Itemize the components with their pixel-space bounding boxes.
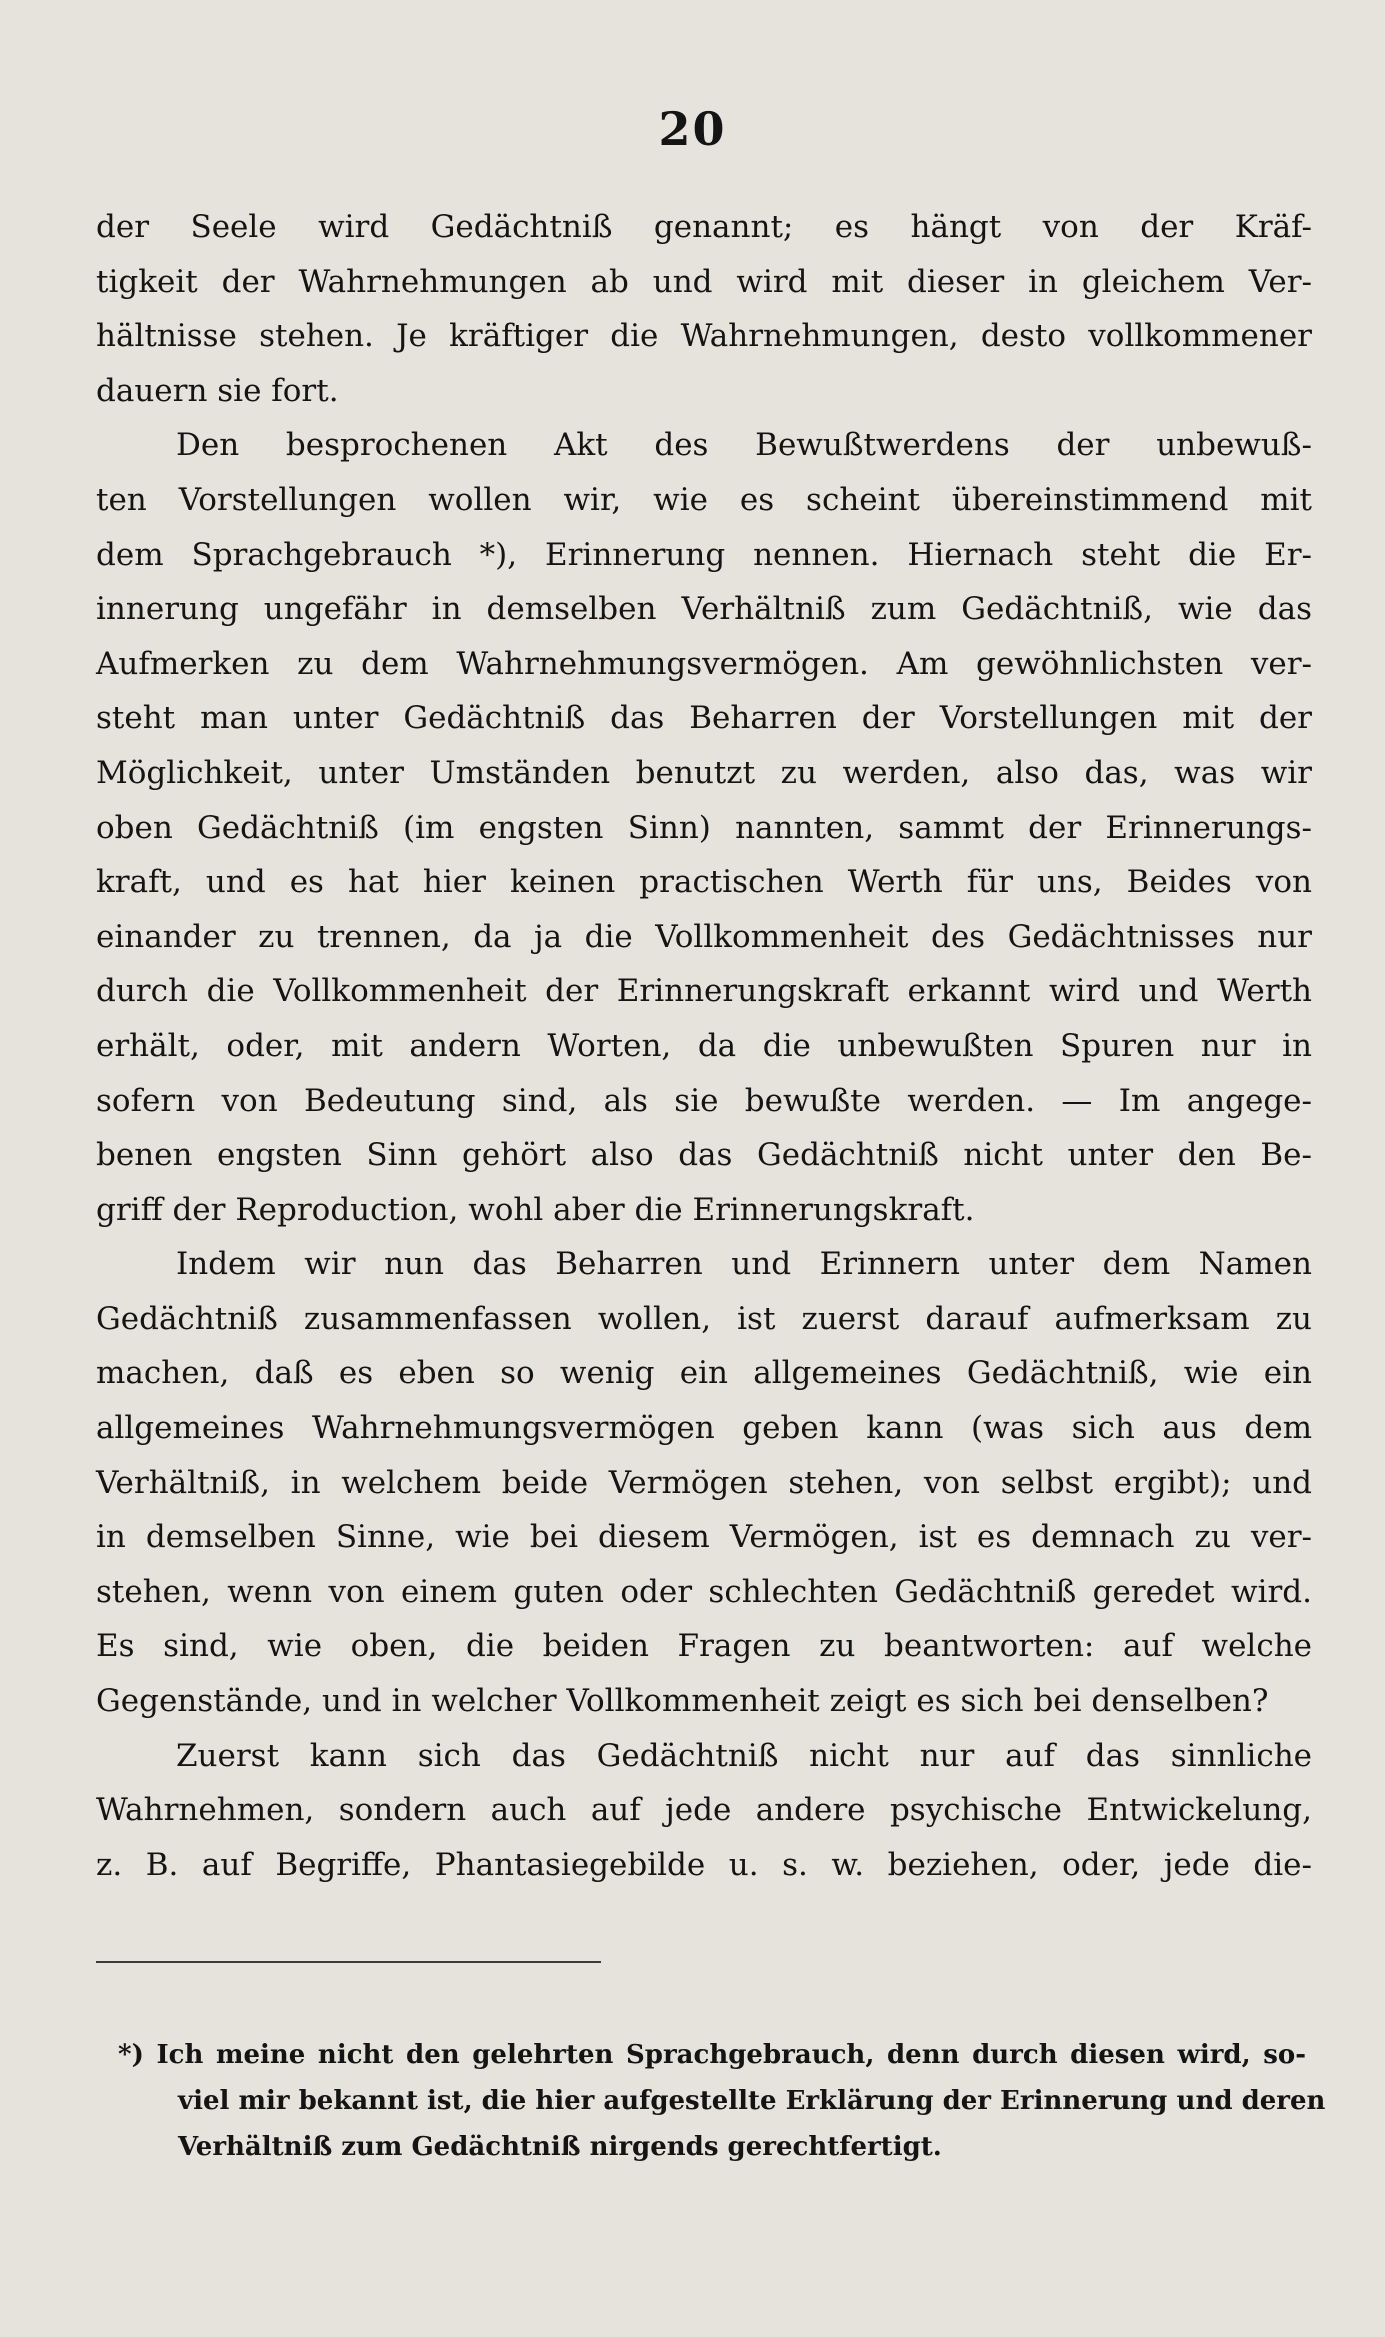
text-line: dauern sie fort. xyxy=(96,372,339,409)
body-text xyxy=(96,200,1312,1892)
footnote-line: Verhältniß zum Gedächtniß nirgends gerechtfertigt. xyxy=(178,2132,942,2162)
text-line: erhält, oder, mit andern Worten, da die unbewußten Spuren nur in xyxy=(96,1027,1312,1064)
text-line: machen, daß es eben so wenig ein allgemeines Gedächtniß, wie ein xyxy=(96,1355,1312,1392)
text-line: allgemeines Wahrnehmungsvermögen geben kann (was sich aus dem xyxy=(96,1410,1312,1447)
text-line: sofern von Bedeutung sind, als sie bewußte werden. — Im angege- xyxy=(96,1082,1312,1119)
text-line: einander zu trennen, da ja die Vollkommenheit des Gedächtnisses nur xyxy=(96,918,1312,955)
text-line: durch die Vollkommenheit der Erinnerungskraft erkannt wird und Werth xyxy=(96,973,1312,1010)
text-line: der Seele wird Gedächtniß genannt; es hängt von der Kräf- xyxy=(96,209,1312,245)
text-line: tigkeit der Wahrnehmungen ab und wird mit dieser in gleichem Ver- xyxy=(96,263,1312,300)
text-line: kraft, und es hat hier keinen practischen Werth für uns, Beides von xyxy=(96,864,1312,901)
text-line: Wahrnehmen, sondern auch auf jede andere psychische Entwickelung, xyxy=(96,1792,1312,1829)
paragraph-start-line: Indem wir nun das Beharren und Erinnern unter dem Namen xyxy=(176,1246,1312,1283)
text-line: Aufmerken zu dem Wahrnehmungsvermögen. Am gewöhnlichsten ver- xyxy=(96,645,1312,682)
text-line: Möglichkeit, unter Umständen benutzt zu werden, also das, was wir xyxy=(96,754,1312,791)
footnote-line: *) Ich meine nicht den gelehrten Sprachgebrauch, denn durch diesen wird, so- xyxy=(118,2040,1306,2070)
text-line: Gedächtniß zusammenfassen wollen, ist zuerst darauf aufmerksam zu xyxy=(96,1300,1312,1337)
paragraph-start-line: Zuerst kann sich das Gedächtniß nicht nur auf das sinnliche xyxy=(176,1737,1312,1774)
page-number: 20 xyxy=(658,102,727,156)
text-line: z. B. auf Begriffe, Phantasiegebilde u. s. w. beziehen, oder, jede die- xyxy=(96,1846,1312,1883)
text-line: Verhältniß, in welchem beide Vermögen stehen, von selbst ergibt); und xyxy=(96,1464,1312,1501)
text-line: steht man unter Gedächtniß das Beharren der Vorstellungen mit der xyxy=(96,700,1312,737)
text-line: ten Vorstellungen wollen wir, wie es scheint übereinstimmend mit xyxy=(96,481,1312,518)
text-line: in demselben Sinne, wie bei diesem Vermögen, ist es demnach zu ver- xyxy=(96,1519,1312,1556)
paragraph-start-line: Den besprochenen Akt des Bewußtwerdens der unbewuß- xyxy=(176,427,1312,464)
text-line: oben Gedächtniß (im engsten Sinn) nannten, sammt der Erinnerungs- xyxy=(96,809,1312,846)
text-line: Es sind, wie oben, die beiden Fragen zu beantworten: auf welche xyxy=(96,1628,1312,1665)
text-line: hältnisse stehen. Je kräftiger die Wahrnehmungen, desto vollkommener xyxy=(96,318,1312,355)
text-line: benen engsten Sinn gehört also das Gedächtniß nicht unter den Be- xyxy=(96,1137,1312,1174)
footnote-divider xyxy=(96,1961,601,1963)
text-line: innerung ungefähr in demselben Verhältniß zum Gedächtniß, wie das xyxy=(96,591,1312,628)
text-line: stehen, wenn von einem guten oder schlechten Gedächtniß geredet wird. xyxy=(96,1573,1312,1610)
footnote-line: viel mir bekannt ist, die hier aufgestellte Erklärung der Erinnerung und deren xyxy=(178,2086,1326,2116)
footnotes xyxy=(118,2032,1326,2170)
text-line: griff der Reproduction, wohl aber die Erinnerungskraft. xyxy=(96,1191,975,1228)
text-line: Gegenstände, und in welcher Vollkommenheit zeigt es sich bei denselben? xyxy=(96,1683,1269,1720)
text-line: dem Sprachgebrauch *), Erinnerung nennen. Hiernach steht die Er- xyxy=(96,536,1312,573)
